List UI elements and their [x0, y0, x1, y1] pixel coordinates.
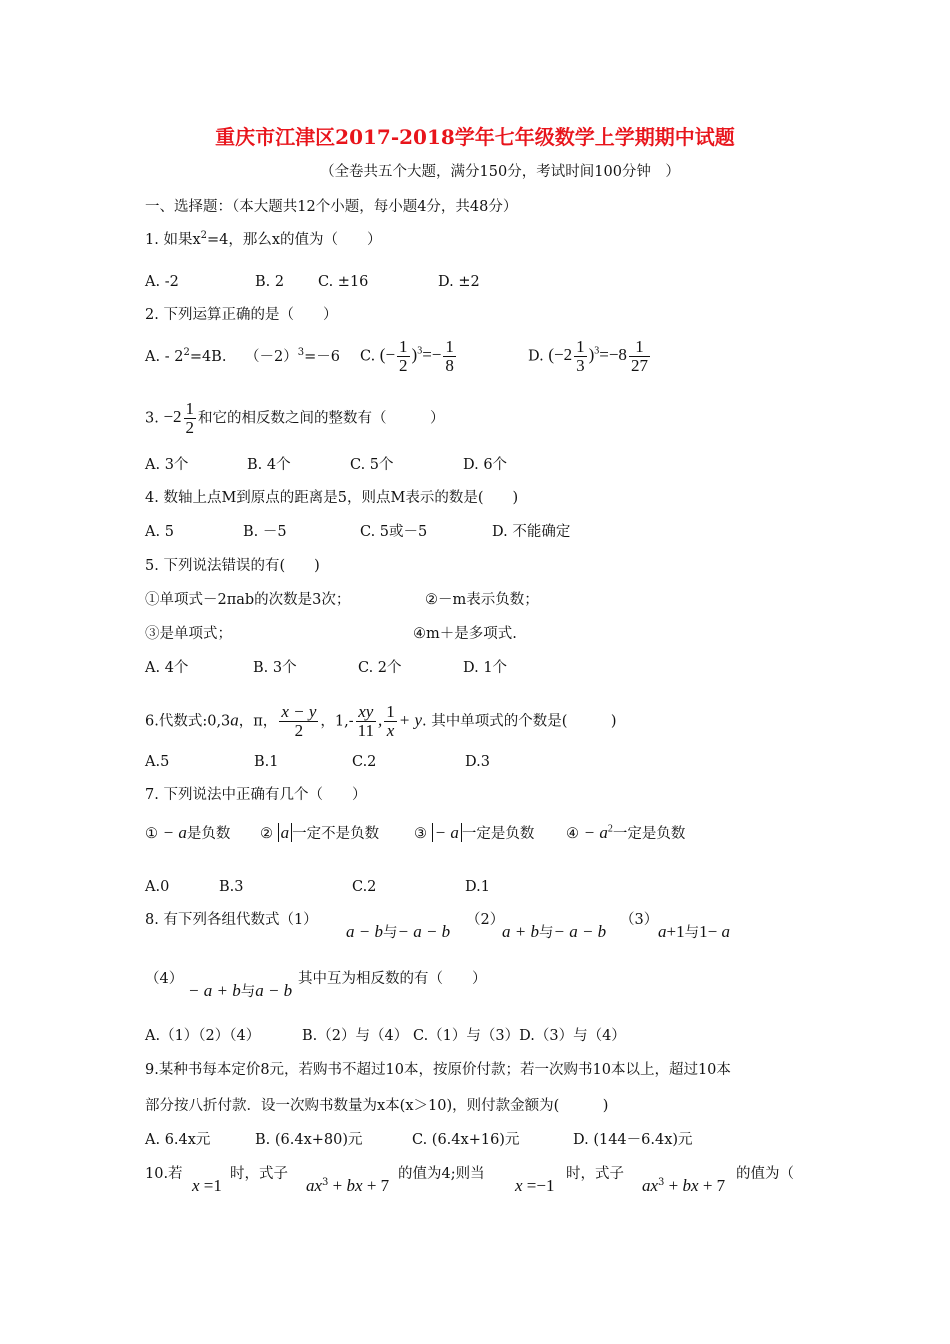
q9-option-b: B. (6.4x+80)元 [255, 1132, 363, 1148]
question-5-stem: 5. 下列说法错误的有( ) [145, 558, 320, 574]
q9-option-c: C. (6.4x+16)元 [412, 1132, 520, 1148]
q4-option-c: C. 5或－5 [360, 524, 428, 540]
q7-option-d: D.1 [465, 879, 490, 895]
q5-option-a: A. 4个 [145, 660, 189, 676]
page-title: 重庆市江津区2017-2018学年七年级数学上学期期中试题 [215, 125, 735, 149]
q8-group-2: a + b与− a − b [502, 922, 607, 941]
q10-expression-1: $ax^3$ + bx + 7 [306, 1176, 390, 1195]
q1-option-b: B. 2 [255, 274, 285, 290]
q5-statement-1: ①单项式－2πab的次数是3次； [145, 592, 351, 608]
q4-option-b: B. －5 [243, 524, 287, 540]
question-10-part-d: 时，式子 [566, 1166, 624, 1182]
q2-option-c: C. (− $\frac{1}{2}$ )$^3$=− $\frac{1}{8}$ [360, 337, 454, 375]
q6-option-c: C.2 [352, 754, 377, 770]
q8-label-4: （4） [145, 971, 184, 987]
q5-option-c: C. 2个 [358, 660, 402, 676]
q5-statement-3: ③是单项式； [145, 626, 232, 642]
question-10-part-c: 的值为4;则当 [398, 1166, 485, 1182]
q7-option-b: B.3 [219, 879, 244, 895]
q3-expression: −2 $\frac{1}{2}$ [163, 399, 195, 437]
q7-option-c: C.2 [352, 879, 377, 895]
q8-tail: 其中互为相反数的有（ ） [298, 971, 487, 987]
q4-option-a: A. 5 [145, 524, 174, 540]
q7-option-a: A.0 [145, 879, 170, 895]
q2-option-b: $(-2)^3=-6$ [245, 347, 340, 365]
q8-label-3: （3） [620, 912, 659, 928]
q8-option-c: C.（1）与（3）D.（3）与（4） [413, 1028, 626, 1044]
q10-condition-1: x =1 [192, 1176, 222, 1195]
question-10-part-b: 时，式子 [230, 1166, 288, 1182]
question-2-stem: 2. 下列运算正确的是（ ） [145, 307, 338, 323]
question-9-line-1: 9.某种书每本定价8元，若购书不超过10本，按原价付款；若一次购书10本以上，超过10本 [145, 1062, 731, 1078]
q5-option-b: B. 3个 [253, 660, 297, 676]
q2-option-d: D. (−2 $\frac{1}{3}$ )$^3$=−8 $\frac{1}{27}$ [528, 337, 648, 375]
q6-fraction-1: $\frac{x - y}{2}$ [281, 702, 317, 740]
q1-option-a: A. -2 [145, 274, 179, 290]
question-10-part-a: 10.若 [145, 1166, 183, 1182]
question-3-stem: 3. −2 $\frac{1}{2}$ 和它的相反数之间的整数有（ ） [145, 399, 445, 437]
q7-statement-4: ④ − $a^2$一定是负数 [566, 823, 686, 842]
q3-option-c: C. 5个 [350, 457, 394, 473]
q1-option-d: D. ±2 [438, 274, 480, 290]
question-6-stem: 6.代数式:0,3a，π， $\frac{x - y}{2}$ ，1,- $\frac{xy}{11}$ , $\frac{1}{x}$ + y. 其中单项式的个数是( ) [145, 702, 617, 740]
q7-statement-3: ③ − a 一定是负数 [414, 823, 535, 842]
q8-group-4: − a + b与a − b [188, 981, 293, 1000]
q7-statement-2: ② a 一定不是负数 [260, 823, 380, 842]
q6-fraction-3: $\frac{1}{x}$ [386, 702, 395, 740]
q3-option-b: B. 4个 [247, 457, 291, 473]
q5-option-d: D. 1个 [463, 660, 508, 676]
q8-group-3: a+1与1− a [658, 922, 730, 941]
subtitle: （全卷共五个大题，满分150分，考试时间100分钟 ） [320, 164, 680, 180]
q6-option-b: B.1 [254, 754, 279, 770]
q8-label-2: （2） [466, 912, 505, 928]
question-1-stem: 1. 如果$x^2=4$，那么x的值为（ ） [145, 230, 382, 248]
q8-option-a: A.（1）（2）（4） [145, 1028, 261, 1044]
question-4-stem: 4. 数轴上点M到原点的距离是5，则点M表示的数是( ) [145, 490, 519, 506]
q9-option-d: D. (144－6.4x)元 [573, 1132, 693, 1148]
q3-option-a: A. 3个 [145, 457, 189, 473]
question-7-stem: 7. 下列说法中正确有几个（ ） [145, 787, 367, 803]
q10-condition-2: x =−1 [515, 1176, 555, 1195]
q7-statement-1: ① − a是负数 [145, 823, 231, 842]
question-9-line-2: 部分按八折付款．设一次购书数量为x本(x＞10)，则付款金额为( ) [145, 1098, 609, 1114]
q2-option-a: A. - $2^2=4B$. [145, 347, 227, 365]
q6-fraction-2: $\frac{xy}{11}$ [357, 702, 374, 740]
q6-option-a: A.5 [145, 754, 170, 770]
q3-option-d: D. 6个 [463, 457, 508, 473]
question-8-stem: 8. 有下列各组代数式（1） [145, 912, 318, 928]
q1-option-c: C. ±16 [318, 274, 369, 290]
q5-statement-2: ②－m表示负数； [425, 592, 539, 608]
q10-expression-2: $ax^3$ + bx + 7 [642, 1176, 726, 1195]
q8-option-b: B.（2）与（4） [302, 1028, 409, 1044]
q8-group-1: a − b与− a − b [346, 922, 451, 941]
q4-option-d: D. 不能确定 [492, 524, 571, 540]
question-10-part-e: 的值为（ [736, 1166, 794, 1182]
q6-option-d: D.3 [465, 754, 490, 770]
q5-statement-4: ④m＋是多项式. [413, 626, 517, 642]
section-heading: 一、选择题：（本大题共12个小题，每小题4分，共48分） [145, 199, 518, 215]
q9-option-a: A. 6.4x元 [145, 1132, 211, 1148]
